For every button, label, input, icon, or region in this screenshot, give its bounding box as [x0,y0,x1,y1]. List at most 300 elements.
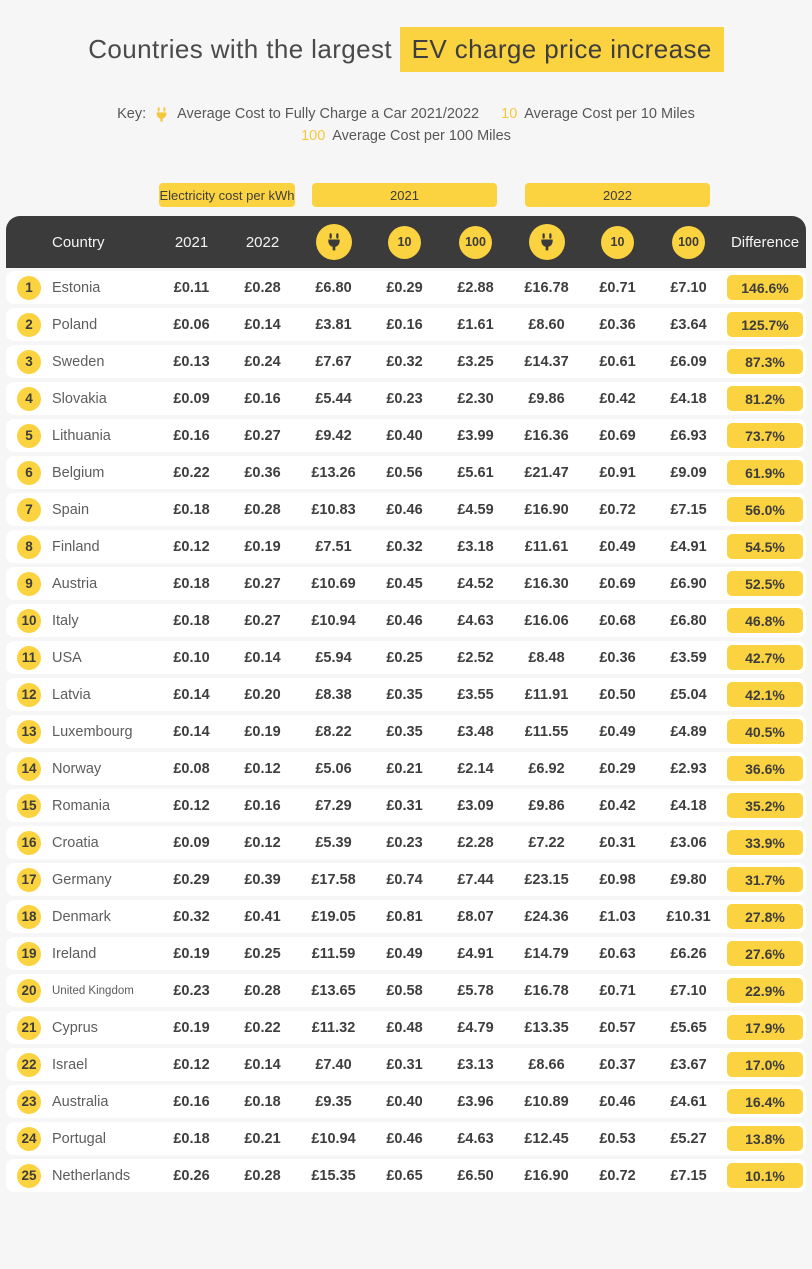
value-cell: £0.11 [173,279,210,296]
rank-badge: 18 [17,905,41,929]
rank-badge: 17 [17,868,41,892]
value-cell: £0.57 [599,1019,636,1036]
value-cell: £0.22 [244,1019,281,1036]
value-cell: £6.90 [670,575,707,592]
col-header-difference: Difference [730,233,800,251]
value-cell: £0.49 [386,945,423,962]
value-cell: £5.65 [670,1019,707,1036]
value-cell: £24.36 [524,908,569,925]
table-row [6,456,806,489]
value-cell: £21.47 [524,464,569,481]
difference-badge: 40.5% [727,719,803,744]
value-cell: £0.69 [599,575,636,592]
col-header-kwh-2021: 2021 [174,233,209,251]
country-label: Romania [52,797,111,814]
difference-badge: 125.7% [727,312,803,337]
value-cell: £0.58 [386,982,423,999]
group-header-kwh: Electricity cost per kWh [159,183,295,207]
page-title-highlight: EV charge price increase [400,27,724,72]
table-row [6,530,806,563]
difference-badge: 87.3% [727,349,803,374]
value-cell: £0.18 [244,1093,281,1110]
plug-icon [316,224,352,260]
value-cell: £2.28 [457,834,494,851]
value-cell: £0.36 [599,649,636,666]
value-cell: £16.06 [524,612,569,629]
value-cell: £3.59 [670,649,707,666]
value-cell: £0.91 [599,464,636,481]
value-cell: £0.31 [386,797,423,814]
difference-badge: 22.9% [727,978,803,1003]
value-cell: £0.27 [244,427,281,444]
value-cell: £3.96 [457,1093,494,1110]
value-cell: £4.91 [670,538,707,555]
country-label: Spain [52,501,90,518]
value-cell: £0.12 [244,834,281,851]
value-cell: £2.14 [457,760,494,777]
value-cell: £0.16 [386,316,423,333]
value-cell: £10.89 [524,1093,569,1110]
country-label: Belgium [52,464,105,481]
value-cell: £16.78 [524,279,569,296]
value-cell: £6.09 [670,353,707,370]
per-10-badge: 10 [601,226,634,259]
table-row [6,1122,806,1155]
value-cell: £0.20 [244,686,281,703]
value-cell: £3.67 [670,1056,707,1073]
country-label: United Kingdom [52,984,134,997]
legend-item-fully-charge: Average Cost to Fully Charge a Car 2021/2022 [177,106,480,122]
table-row [6,1159,806,1192]
country-label: Portugal [52,1130,107,1147]
value-cell: £4.18 [670,390,707,407]
value-cell: £8.48 [528,649,565,666]
value-cell: £13.65 [311,982,356,999]
value-cell: £0.46 [599,1093,636,1110]
value-cell: £0.19 [173,1019,210,1036]
value-cell: £0.31 [386,1056,423,1073]
country-label: USA [52,649,82,666]
table-row [6,826,806,859]
per-100-badge: 100 [459,226,492,259]
table-row [6,493,806,526]
value-cell: £0.12 [173,797,210,814]
legend [0,103,812,147]
value-cell: £6.50 [457,1167,494,1184]
per-100-badge: 100 [672,226,705,259]
value-cell: £0.74 [386,871,423,888]
value-cell: £17.58 [311,871,356,888]
difference-badge: 81.2% [727,386,803,411]
value-cell: £1.61 [457,316,494,333]
rank-badge: 19 [17,942,41,966]
value-cell: £0.40 [386,427,423,444]
country-label: Lithuania [52,427,111,444]
rank-badge: 7 [17,498,41,522]
table-body [6,271,806,1192]
rank-badge: 10 [17,609,41,633]
value-cell: £0.36 [599,316,636,333]
value-cell: £2.52 [457,649,494,666]
table-row [6,1048,806,1081]
value-cell: £0.18 [173,1130,210,1147]
value-cell: £11.59 [311,945,356,962]
value-cell: £0.14 [244,649,281,666]
value-cell: £0.61 [599,353,636,370]
value-cell: £0.19 [244,538,281,555]
value-cell: £0.09 [173,834,210,851]
country-label: Australia [52,1093,109,1110]
value-cell: £0.18 [173,575,210,592]
plug-icon [529,224,565,260]
value-cell: £11.32 [311,1019,356,1036]
value-cell: £0.46 [386,1130,423,1147]
value-cell: £0.40 [386,1093,423,1110]
country-label: Cyprus [52,1019,98,1036]
value-cell: £0.36 [244,464,281,481]
table-row [6,863,806,896]
value-cell: £0.45 [386,575,423,592]
value-cell: £0.49 [599,723,636,740]
country-label: Finland [52,538,100,555]
value-cell: £5.44 [315,390,352,407]
value-cell: £0.12 [244,760,281,777]
per-10-badge: 10 [388,226,421,259]
value-cell: £0.27 [244,575,281,592]
legend-item-per-10-miles: Average Cost per 10 Miles [524,106,695,122]
value-cell: £7.40 [315,1056,352,1073]
value-cell: £0.46 [386,612,423,629]
value-cell: £16.90 [524,501,569,518]
value-cell: £13.26 [311,464,356,481]
value-cell: £0.08 [173,760,210,777]
table-row [6,715,806,748]
difference-badge: 27.8% [727,904,803,929]
value-cell: £0.21 [244,1130,281,1147]
country-label: Sweden [52,353,105,370]
value-cell: £0.18 [173,501,210,518]
value-cell: £0.29 [386,279,423,296]
country-label: Germany [52,871,112,888]
value-cell: £0.50 [599,686,636,703]
value-cell: £0.39 [244,871,281,888]
legend-accent-100: 100 [301,128,326,144]
difference-badge: 42.7% [727,645,803,670]
table-row [6,900,806,933]
group-header-2021: 2021 [312,183,497,207]
value-cell: £0.28 [244,279,281,296]
rank-badge: 2 [17,313,41,337]
value-cell: £14.79 [524,945,569,962]
legend-item-per-100-miles: Average Cost per 100 Miles [332,128,511,144]
value-cell: £0.35 [386,723,423,740]
value-cell: £0.16 [173,1093,210,1110]
rank-badge: 21 [17,1016,41,1040]
value-cell: £0.29 [599,760,636,777]
value-cell: £0.35 [386,686,423,703]
group-header-row [6,183,806,207]
value-cell: £6.92 [528,760,565,777]
value-cell: £0.14 [173,723,210,740]
value-cell: £2.30 [457,390,494,407]
value-cell: £0.63 [599,945,636,962]
rank-badge: 25 [17,1164,41,1188]
rank-badge: 14 [17,757,41,781]
value-cell: £10.69 [311,575,356,592]
value-cell: £0.48 [386,1019,423,1036]
value-cell: £0.13 [173,353,210,370]
value-cell: £0.12 [173,538,210,555]
value-cell: £16.78 [524,982,569,999]
value-cell: £10.94 [311,1130,356,1147]
value-cell: £7.15 [670,501,707,518]
value-cell: £6.93 [670,427,707,444]
value-cell: £7.10 [670,982,707,999]
value-cell: £7.67 [315,353,352,370]
value-cell: £0.32 [386,538,423,555]
value-cell: £0.72 [599,1167,636,1184]
rank-badge: 15 [17,794,41,818]
table-row [6,271,806,304]
value-cell: £9.80 [670,871,707,888]
value-cell: £10.94 [311,612,356,629]
value-cell: £9.86 [528,390,565,407]
group-header-2022: 2022 [525,183,710,207]
value-cell: £5.61 [457,464,494,481]
value-cell: £4.63 [457,1130,494,1147]
table-row [6,1085,806,1118]
value-cell: £0.14 [244,316,281,333]
value-cell: £0.81 [386,908,423,925]
country-label: Luxembourg [52,723,133,740]
value-cell: £16.30 [524,575,569,592]
value-cell: £4.61 [670,1093,707,1110]
value-cell: £11.55 [524,723,569,740]
value-cell: £0.24 [244,353,281,370]
difference-badge: 17.0% [727,1052,803,1077]
value-cell: £0.65 [386,1167,423,1184]
rank-badge: 4 [17,387,41,411]
title-block [0,0,812,65]
difference-badge: 17.9% [727,1015,803,1040]
value-cell: £0.16 [173,427,210,444]
table-row [6,1011,806,1044]
value-cell: £5.04 [670,686,707,703]
table-row [6,974,806,1007]
value-cell: £0.22 [173,464,210,481]
value-cell: £4.91 [457,945,494,962]
value-cell: £7.51 [315,538,352,555]
value-cell: £6.80 [670,612,707,629]
value-cell: £0.23 [173,982,210,999]
rank-badge: 1 [17,276,41,300]
table-header [6,216,806,268]
country-label: Austria [52,575,98,592]
country-label: Estonia [52,279,101,296]
country-label: Latvia [52,686,91,703]
value-cell: £3.48 [457,723,494,740]
col-header-country: Country [52,233,105,251]
table-row [6,678,806,711]
value-cell: £0.32 [173,908,210,925]
value-cell: £5.94 [315,649,352,666]
value-cell: £0.31 [599,834,636,851]
table-row [6,308,806,341]
country-label: Croatia [52,834,99,851]
value-cell: £19.05 [311,908,356,925]
value-cell: £0.32 [386,353,423,370]
value-cell: £0.28 [244,1167,281,1184]
value-cell: £23.15 [524,871,569,888]
value-cell: £9.09 [670,464,707,481]
difference-badge: 13.8% [727,1126,803,1151]
value-cell: £1.03 [599,908,636,925]
difference-badge: 46.8% [727,608,803,633]
table-row [6,604,806,637]
value-cell: £0.71 [599,982,636,999]
value-cell: £0.19 [244,723,281,740]
value-cell: £9.42 [315,427,352,444]
country-label: Poland [52,316,98,333]
value-cell: £0.23 [386,390,423,407]
value-cell: £16.36 [524,427,569,444]
difference-badge: 16.4% [727,1089,803,1114]
value-cell: £5.78 [457,982,494,999]
value-cell: £0.28 [244,982,281,999]
value-cell: £5.39 [315,834,352,851]
value-cell: £0.27 [244,612,281,629]
value-cell: £4.52 [457,575,494,592]
value-cell: £0.37 [599,1056,636,1073]
value-cell: £8.38 [315,686,352,703]
value-cell: £0.14 [244,1056,281,1073]
value-cell: £3.13 [457,1056,494,1073]
value-cell: £3.18 [457,538,494,555]
value-cell: £10.83 [311,501,356,518]
value-cell: £0.49 [599,538,636,555]
value-cell: £3.25 [457,353,494,370]
value-cell: £0.09 [173,390,210,407]
value-cell: £11.61 [524,538,569,555]
rank-badge: 22 [17,1053,41,1077]
rank-badge: 23 [17,1090,41,1114]
value-cell: £7.22 [528,834,565,851]
rank-badge: 3 [17,350,41,374]
value-cell: £7.10 [670,279,707,296]
table-row [6,937,806,970]
rank-badge: 8 [17,535,41,559]
value-cell: £4.18 [670,797,707,814]
country-label: Ireland [52,945,97,962]
value-cell: £5.27 [670,1130,707,1147]
value-cell: £13.35 [524,1019,569,1036]
value-cell: £3.81 [315,316,352,333]
value-cell: £0.14 [173,686,210,703]
value-cell: £0.56 [386,464,423,481]
value-cell: £7.44 [457,871,494,888]
table-row [6,567,806,600]
difference-badge: 56.0% [727,497,803,522]
difference-badge: 27.6% [727,941,803,966]
table-row [6,789,806,822]
value-cell: £0.26 [173,1167,210,1184]
value-cell: £0.72 [599,501,636,518]
difference-badge: 54.5% [727,534,803,559]
value-cell: £0.68 [599,612,636,629]
value-cell: £0.12 [173,1056,210,1073]
value-cell: £16.90 [524,1167,569,1184]
value-cell: £0.25 [244,945,281,962]
value-cell: £8.22 [315,723,352,740]
value-cell: £0.69 [599,427,636,444]
country-label: Israel [52,1056,88,1073]
value-cell: £3.99 [457,427,494,444]
rank-badge: 13 [17,720,41,744]
difference-badge: 73.7% [727,423,803,448]
rank-badge: 12 [17,683,41,707]
table-row [6,419,806,452]
table-row [6,641,806,674]
difference-badge: 31.7% [727,867,803,892]
value-cell: £0.28 [244,501,281,518]
value-cell: £7.15 [670,1167,707,1184]
rank-badge: 24 [17,1127,41,1151]
plug-icon [153,106,170,123]
legend-accent-10: 10 [501,106,518,122]
country-label: Netherlands [52,1167,131,1184]
rank-badge: 11 [17,646,41,670]
value-cell: £3.64 [670,316,707,333]
value-cell: £9.86 [528,797,565,814]
value-cell: £0.21 [386,760,423,777]
legend-label: Key: [117,106,147,122]
value-cell: £0.42 [599,797,636,814]
country-label: Italy [52,612,79,629]
value-cell: £0.23 [386,834,423,851]
value-cell: £0.18 [173,612,210,629]
value-cell: £0.16 [244,797,281,814]
value-cell: £0.71 [599,279,636,296]
value-cell: £2.88 [457,279,494,296]
value-cell: £8.66 [528,1056,565,1073]
value-cell: £8.07 [457,908,494,925]
rank-badge: 6 [17,461,41,485]
value-cell: £3.09 [457,797,494,814]
country-label: Norway [52,760,102,777]
rank-badge: 9 [17,572,41,596]
difference-badge: 146.6% [727,275,803,300]
difference-badge: 10.1% [727,1163,803,1188]
rank-badge: 20 [17,979,41,1003]
value-cell: £5.06 [315,760,352,777]
difference-badge: 36.6% [727,756,803,781]
value-cell: £11.91 [524,686,569,703]
value-cell: £10.31 [666,908,711,925]
value-cell: £6.80 [315,279,352,296]
value-cell: £0.06 [173,316,210,333]
value-cell: £0.25 [386,649,423,666]
value-cell: £0.98 [599,871,636,888]
value-cell: £7.29 [315,797,352,814]
value-cell: £0.16 [244,390,281,407]
value-cell: £0.29 [173,871,210,888]
value-cell: £8.60 [528,316,565,333]
value-cell: £14.37 [524,353,569,370]
difference-badge: 33.9% [727,830,803,855]
value-cell: £4.89 [670,723,707,740]
value-cell: £15.35 [311,1167,356,1184]
country-label: Denmark [52,908,111,925]
